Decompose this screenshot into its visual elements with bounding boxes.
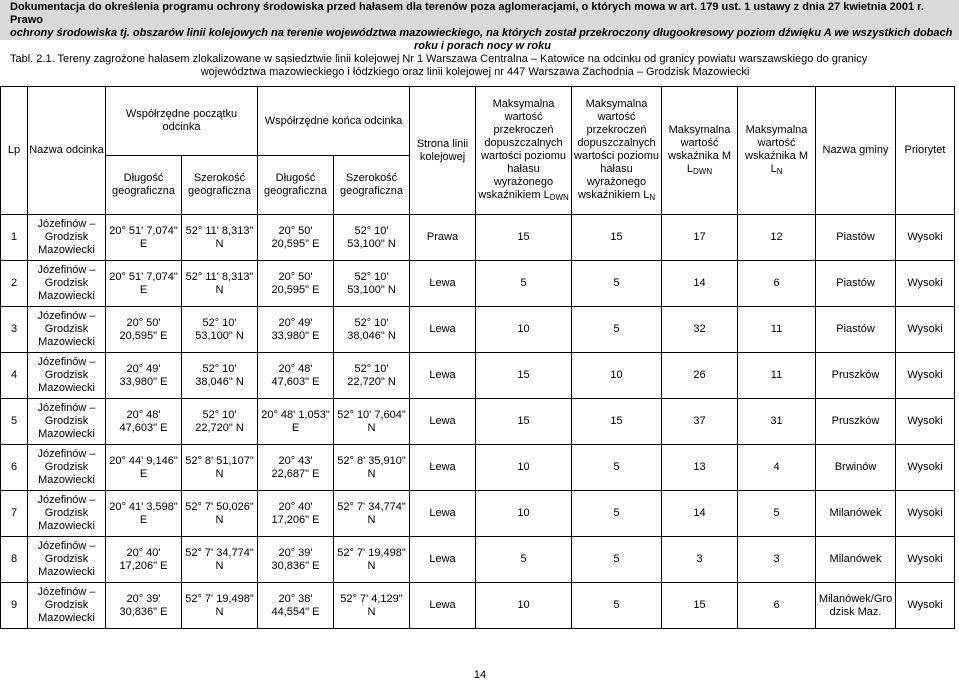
cell-exceed-ldwn: 10 (476, 491, 572, 537)
cell-start-latitude: 52° 11' 8,313" N (182, 261, 258, 307)
cell-exceed-ldwn: 5 (476, 261, 572, 307)
cell-end-latitude: 52° 10' 7,604" N (334, 399, 410, 445)
cell-max-ldwn: 3 (662, 537, 738, 583)
cell-start-longitude: 20° 39' 30,836" E (106, 583, 182, 629)
table-row (1, 399, 955, 445)
cell-track-side: Lewa (410, 307, 476, 353)
cell-lp: 6 (1, 445, 28, 491)
header-start-longitude: Długość geograficzna (106, 156, 182, 215)
cell-municipality: Milanówek/Grodzisk Maz. (816, 583, 896, 629)
header-max-exceed-ldwn-sub: DWN (549, 192, 569, 202)
header-max-ln-text: Maksymalna wartość wskaźnika M L (745, 123, 808, 175)
cell-start-longitude: 20° 50' 20,595" E (106, 307, 182, 353)
cell-end-latitude: 52° 10' 53,100" N (334, 215, 410, 261)
cell-start-longitude: 20° 48' 47,603" E (106, 399, 182, 445)
header-max-exceed-ln-sub: N (649, 192, 656, 202)
table-row (1, 261, 955, 307)
cell-start-latitude: 52° 8' 51,107" N (182, 445, 258, 491)
cell-segment-name: Józefinów – Grodzisk Mazowiecki (28, 537, 106, 583)
cell-max-ldwn: 14 (662, 261, 738, 307)
cell-start-longitude: 20° 41' 3,598" E (106, 491, 182, 537)
cell-start-longitude: 20° 44' 9,146" E (106, 445, 182, 491)
cell-segment-name: Józefinów – Grodzisk Mazowiecki (28, 583, 106, 629)
cell-priority: Wysoki (896, 445, 955, 491)
cell-end-longitude: 20° 43' 22,687" E (258, 445, 334, 491)
cell-track-side: Prawa (410, 215, 476, 261)
cell-start-longitude: 20° 49' 33,980" E (106, 353, 182, 399)
caption-line-1: Tabl. 2.1. Tereny zagrożone hałasem zlokalizowane w sąsiedztwie linii kolejowej Nr 1 Warszawa Centralna – Katowice na odcinku od granicy powiatu warszawskiego do granicy (10, 53, 868, 65)
cell-exceed-ln: 15 (572, 399, 662, 445)
table-caption (10, 53, 940, 79)
header-track-side: Strona linii kolejowej (410, 87, 476, 215)
header-lp: Lp (1, 87, 28, 215)
header-max-ln (738, 87, 816, 215)
cell-max-ldwn: 37 (662, 399, 738, 445)
cell-end-latitude: 52° 7' 19,498" N (334, 537, 410, 583)
header-max-exceed-ldwn (476, 87, 572, 215)
cell-end-longitude: 20° 40' 17,206" E (258, 491, 334, 537)
cell-segment-name: Józefinów – Grodzisk Mazowiecki (28, 445, 106, 491)
header-municipality: Nazwa gminy (816, 87, 896, 215)
cell-track-side: Lewa (410, 353, 476, 399)
cell-max-ln: 6 (738, 583, 816, 629)
caption-line-2: województwa mazowieckiego i łódzkiego oraz linii kolejowej nr 447 Warszawa Zachodnia – Grodzisk Mazowiecki (200, 66, 750, 78)
cell-max-ldwn: 14 (662, 491, 738, 537)
header-end-coords: Współrzędne końca odcinka (258, 87, 410, 156)
table-row (1, 537, 955, 583)
cell-exceed-ln: 5 (572, 307, 662, 353)
table-row (1, 307, 955, 353)
cell-max-ln: 31 (738, 399, 816, 445)
table-row (1, 353, 955, 399)
cell-end-longitude: 20° 50' 20,595" E (258, 215, 334, 261)
cell-lp: 3 (1, 307, 28, 353)
cell-lp: 7 (1, 491, 28, 537)
header-start-latitude: Szerokość geograficzna (182, 156, 258, 215)
cell-end-latitude: 52° 7' 4,129" N (334, 583, 410, 629)
table-row (1, 491, 955, 537)
cell-priority: Wysoki (896, 491, 955, 537)
table-body (1, 215, 955, 629)
cell-lp: 4 (1, 353, 28, 399)
document-header (0, 0, 959, 52)
cell-lp: 1 (1, 215, 28, 261)
cell-priority: Wysoki (896, 215, 955, 261)
cell-track-side: Lewa (410, 537, 476, 583)
header-max-ldwn (662, 87, 738, 215)
cell-priority: Wysoki (896, 399, 955, 445)
cell-municipality: Pruszków (816, 399, 896, 445)
cell-end-longitude: 20° 48' 47,603" E (258, 353, 334, 399)
cell-segment-name: Józefinów – Grodzisk Mazowiecki (28, 399, 106, 445)
cell-start-latitude: 52° 11' 8,313" N (182, 215, 258, 261)
cell-municipality: Piastów (816, 307, 896, 353)
cell-start-latitude: 52° 7' 19,498" N (182, 583, 258, 629)
cell-track-side: Lewa (410, 261, 476, 307)
table-row (1, 445, 955, 491)
cell-municipality: Piastów (816, 261, 896, 307)
cell-end-latitude: 52° 10' 53,100" N (334, 261, 410, 307)
header-end-latitude: Szerokość geograficzna (334, 156, 410, 215)
cell-end-longitude: 20° 50' 20,595" E (258, 261, 334, 307)
cell-municipality: Milanówek (816, 537, 896, 583)
cell-end-longitude: 20° 39' 30,836" E (258, 537, 334, 583)
cell-end-latitude: 52° 10' 38,046" N (334, 307, 410, 353)
cell-end-latitude: 52° 8' 35,910" N (334, 445, 410, 491)
header-max-exceed-ln-text: Maksymalna wartość przekroczeń dopuszczalnych wartości poziomu hałasu wyrażonego wskaźnikiem L (574, 97, 659, 201)
cell-start-latitude: 52° 10' 22,720" N (182, 399, 258, 445)
cell-end-latitude: 52° 10' 22,720" N (334, 353, 410, 399)
table-row (1, 215, 955, 261)
cell-exceed-ln: 5 (572, 583, 662, 629)
cell-start-longitude: 20° 40' 17,206" E (106, 537, 182, 583)
header-start-coords: Współrzędne początku odcinka (106, 87, 258, 156)
cell-priority: Wysoki (896, 583, 955, 629)
cell-track-side: Lewa (410, 445, 476, 491)
header-segment-name: Nazwa odcinka (28, 87, 106, 215)
cell-exceed-ln: 5 (572, 261, 662, 307)
header-end-longitude: Długość geograficzna (258, 156, 334, 215)
cell-priority: Wysoki (896, 537, 955, 583)
noise-areas-table (0, 86, 955, 629)
cell-start-longitude: 20° 51' 7,074" E (106, 215, 182, 261)
cell-exceed-ldwn: 15 (476, 353, 572, 399)
header-priority: Priorytet (896, 87, 955, 215)
cell-municipality: Brwinów (816, 445, 896, 491)
cell-priority: Wysoki (896, 261, 955, 307)
cell-max-ln: 4 (738, 445, 816, 491)
cell-max-ln: 12 (738, 215, 816, 261)
cell-segment-name: Józefinów – Grodzisk Mazowiecki (28, 307, 106, 353)
cell-track-side: Lewa (410, 583, 476, 629)
header-line-1: Dokumentacja do określenia programu ochrony środowiska przed hałasem dla terenów poza aglomeracjami, o których mowa w art. 179 ust. 1 ustawy z dnia 27 kwietnia 2001 r. Prawo (10, 1, 924, 26)
cell-lp: 9 (1, 583, 28, 629)
cell-exceed-ldwn: 15 (476, 215, 572, 261)
cell-max-ldwn: 32 (662, 307, 738, 353)
page-number: 14 (473, 669, 487, 681)
cell-exceed-ldwn: 10 (476, 583, 572, 629)
cell-municipality: Milanówek (816, 491, 896, 537)
cell-start-latitude: 52° 7' 34,774" N (182, 537, 258, 583)
cell-segment-name: Józefinów – Grodzisk Mazowiecki (28, 353, 106, 399)
cell-end-latitude: 52° 7' 34,774" N (334, 491, 410, 537)
cell-segment-name: Józefinów – Grodzisk Mazowiecki (28, 215, 106, 261)
cell-lp: 5 (1, 399, 28, 445)
cell-end-longitude: 20° 49' 33,980" E (258, 307, 334, 353)
cell-exceed-ln: 15 (572, 215, 662, 261)
cell-max-ln: 5 (738, 491, 816, 537)
cell-max-ln: 11 (738, 307, 816, 353)
cell-start-latitude: 52° 10' 38,046" N (182, 353, 258, 399)
cell-end-longitude: 20° 38' 44,554" E (258, 583, 334, 629)
cell-lp: 8 (1, 537, 28, 583)
table-row (1, 583, 955, 629)
cell-exceed-ldwn: 10 (476, 307, 572, 353)
cell-track-side: Lewa (410, 491, 476, 537)
header-max-exceed-ln (572, 87, 662, 215)
header-max-exceed-ldwn-text: Maksymalna wartość przekroczeń dopuszczalnych wartości poziomu hałasu wyrażonego wskaźnikiem L (478, 97, 566, 201)
header-max-ln-sub: N (776, 166, 783, 176)
header-line-3: roku i porach nocy w roku (414, 40, 551, 52)
cell-start-longitude: 20° 51' 7,074" E (106, 261, 182, 307)
cell-exceed-ln: 5 (572, 445, 662, 491)
cell-max-ldwn: 26 (662, 353, 738, 399)
cell-exceed-ln: 5 (572, 537, 662, 583)
cell-exceed-ldwn: 15 (476, 399, 572, 445)
header-line-2: ochrony środowiska tj. obszarów linii kolejowych na terenie województwa mazowieckiego, na których został przekroczony długookresowy poziom dźwięku A we wszystkich dobach (10, 27, 953, 39)
cell-priority: Wysoki (896, 353, 955, 399)
cell-start-latitude: 52° 10' 53,100" N (182, 307, 258, 353)
cell-end-longitude: 20° 48' 1,053" E (258, 399, 334, 445)
header-max-ldwn-sub: DWN (693, 166, 713, 176)
header-max-ldwn-text: Maksymalna wartość wskaźnika M L (668, 123, 731, 175)
cell-max-ln: 3 (738, 537, 816, 583)
cell-exceed-ln: 5 (572, 491, 662, 537)
cell-start-latitude: 52° 7' 50,026" N (182, 491, 258, 537)
cell-max-ln: 6 (738, 261, 816, 307)
cell-track-side: Lewa (410, 399, 476, 445)
cell-segment-name: Józefinów – Grodzisk Mazowiecki (28, 491, 106, 537)
cell-municipality: Piastów (816, 215, 896, 261)
cell-max-ldwn: 17 (662, 215, 738, 261)
cell-lp: 2 (1, 261, 28, 307)
cell-exceed-ldwn: 5 (476, 537, 572, 583)
cell-exceed-ln: 10 (572, 353, 662, 399)
cell-priority: Wysoki (896, 307, 955, 353)
cell-segment-name: Józefinów – Grodzisk Mazowiecki (28, 261, 106, 307)
cell-max-ldwn: 15 (662, 583, 738, 629)
cell-municipality: Pruszków (816, 353, 896, 399)
cell-max-ln: 11 (738, 353, 816, 399)
cell-exceed-ldwn: 10 (476, 445, 572, 491)
cell-max-ldwn: 13 (662, 445, 738, 491)
